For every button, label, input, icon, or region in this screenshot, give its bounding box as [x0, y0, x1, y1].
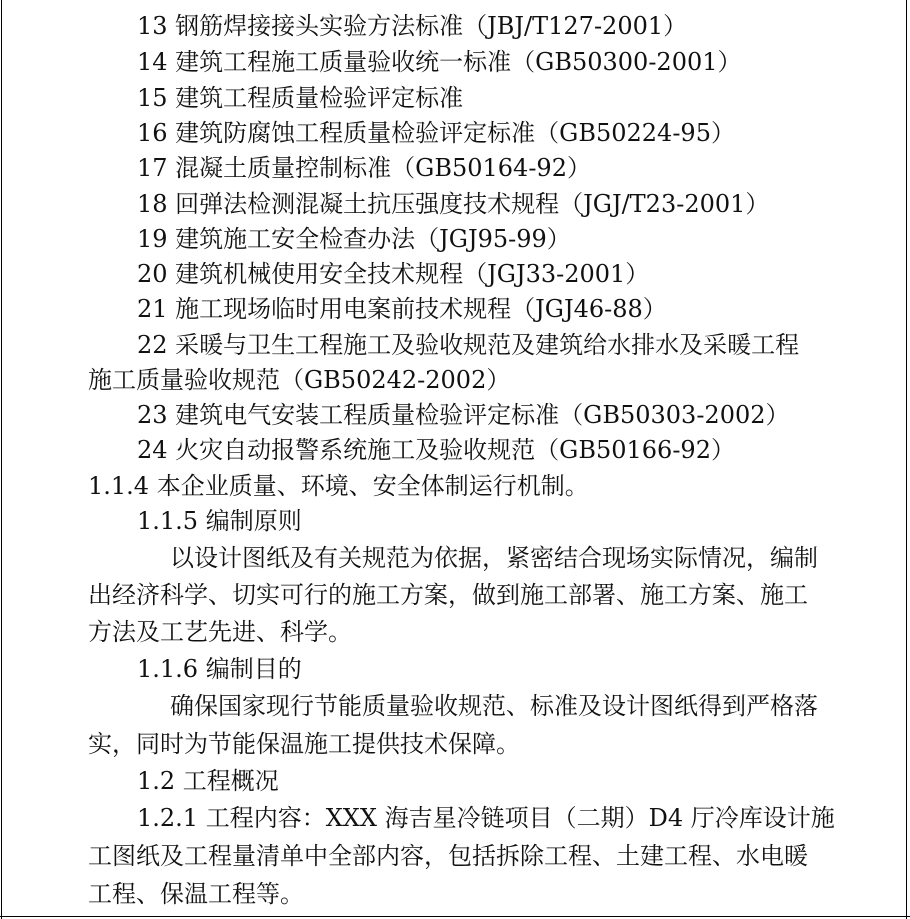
reference-item-21: 21 施工现场临时用电案前技术规程（JGJ46-88）: [137, 295, 667, 323]
reference-item-22-continued: 施工质量验收规范（GB50242-2002）: [88, 366, 511, 394]
reference-item-24: 24 火灾自动报警系统施工及验收规范（GB50166-92）: [137, 436, 735, 464]
reference-item-23: 23 建筑电气安装工程质量检验评定标准（GB50303-2002）: [137, 401, 790, 429]
heading-1-1-5: 1.1.5 编制原则: [137, 507, 302, 535]
reference-item-20: 20 建筑机械使用安全技术规程（JGJ33-2001）: [137, 260, 650, 288]
scope-paragraph-line-2: 工图纸及工程量清单中全部内容，包括拆除工程、土建工程、水电暖: [88, 842, 808, 870]
scope-paragraph-line-1: 1.2.1 工程内容：XXX 海吉星冷链项目（二期）D4 厅冷库设计施: [137, 804, 835, 832]
principle-paragraph-line-2: 出经济科学、切实可行的施工方案，做到施工部署、施工方案、施工: [88, 581, 808, 609]
reference-item-13: 13 钢筋焊接接头实验方法标准（JBJ/T127-2001）: [137, 12, 688, 40]
reference-item-16: 16 建筑防腐蚀工程质量检验评定标准（GB50224-95）: [137, 119, 735, 147]
purpose-paragraph-line-1: 确保国家现行节能质量验收规范、标准及设计图纸得到严格落: [170, 692, 818, 720]
principle-paragraph-line-1: 以设计图纸及有关规范为依据，紧密结合现场实际情况，编制: [170, 544, 818, 572]
reference-item-15: 15 建筑工程质量检验评定标准: [137, 84, 464, 112]
scope-paragraph-line-3: 工程、保温工程等。: [88, 880, 304, 908]
heading-1-1-6: 1.1.6 编制目的: [137, 655, 302, 683]
reference-item-17: 17 混凝土质量控制标准（GB50164-92）: [137, 154, 591, 182]
reference-item-22: 22 采暖与卫生工程施工及验收规范及建筑给水排水及采暖工程: [137, 331, 800, 359]
reference-item-18: 18 回弹法检测混凝土抗压强度技术规程（JGJ/T23-2001）: [137, 190, 770, 218]
principle-paragraph-line-3: 方法及工艺先进、科学。: [88, 618, 352, 646]
reference-item-14: 14 建筑工程施工质量验收统一标准（GB50300-2001）: [137, 48, 742, 76]
reference-item-19: 19 建筑施工安全检查办法（JGJ95-99）: [137, 225, 571, 253]
section-1-1-4: 1.1.4 本企业质量、环境、安全体制运行机制。: [88, 472, 589, 500]
heading-1-2: 1.2 工程概况: [137, 767, 279, 795]
purpose-paragraph-line-2: 实，同时为节能保温施工提供技术保障。: [88, 730, 520, 758]
